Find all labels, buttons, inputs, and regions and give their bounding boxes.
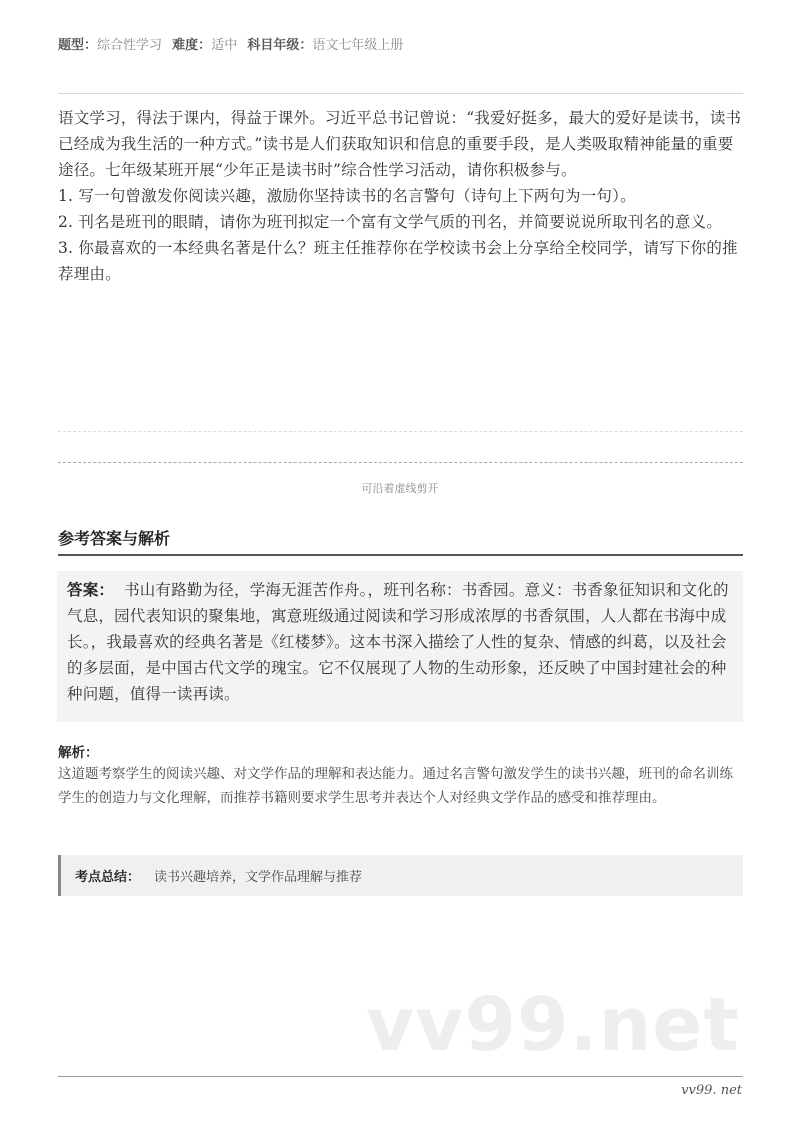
question-intro: 语文学习，得法于课内，得益于课外。习近平总书记曾说：“我爱好挺多，最大的爱好是读书，读书已经成为我生活的一种方式。”读书是人们获取知识和信息的重要手段，是人类吸取精神能量的重要途径。七年级某班开展“少年正是读书时”综合性学习活动，请你积极参与。 bbox=[58, 109, 742, 179]
answer-space-line bbox=[58, 431, 743, 432]
section-divider bbox=[58, 554, 743, 556]
question-body bbox=[58, 105, 746, 287]
difficulty-value: 适中 bbox=[211, 38, 238, 53]
grade-label: 科目年级： bbox=[247, 38, 313, 53]
cut-line bbox=[58, 462, 743, 463]
question-item-2: 2. 刊名是班刊的眼睛，请你为班刊拟定一个富有文学气质的刊名，并简要说说所取刊名的意义。 bbox=[58, 213, 723, 231]
question-item-1: 1. 写一句曾激发你阅读兴趣，激励你坚持读书的名言警句（诗句上下两句为一句）。 bbox=[58, 187, 636, 205]
footer-divider bbox=[58, 1076, 743, 1077]
grade-value: 语文七年级上册 bbox=[312, 38, 404, 53]
analysis-text: 这道题考察学生的阅读兴趣、对文学作品的理解和表达能力。通过名言警句激发学生的读书兴趣，班刊的命名训练学生的创造力与文化理解，而推荐书籍则要求学生思考并表达个人对经典文学作品的感受和推荐理由。 bbox=[58, 766, 733, 806]
summary-label: 考点总结： bbox=[75, 870, 141, 885]
difficulty-label: 难度： bbox=[172, 38, 212, 53]
watermark: vv99.net bbox=[366, 982, 740, 1068]
answer-text: 书山有路勤为径，学海无涯苦作舟。，班刊名称：书香园。意义：书香象征知识和文化的气息，园代表知识的聚集地，寓意班级通过阅读和学习形成浓厚的书香氛围，人人都在书海中成长。，我最喜欢的经典名著是《红楼梦》。这本书深入描绘了人性的复杂、情感的纠葛，以及社会的多层面，是中国古代文学的瑰宝。它不仅展现了人物的生动形象，还反映了中国封建社会的种种问题，值得一读再读。 bbox=[67, 581, 729, 703]
footer-site: vv99. net bbox=[681, 1083, 742, 1098]
answer-section-title: 参考答案与解析 bbox=[58, 529, 171, 548]
key-point-summary bbox=[58, 855, 743, 896]
meta-divider bbox=[58, 93, 743, 94]
analysis-label: 解析： bbox=[58, 745, 99, 761]
type-value: 综合性学习 bbox=[97, 38, 163, 53]
answer-box bbox=[57, 571, 743, 722]
type-label: 题型： bbox=[58, 38, 98, 53]
answer-label: 答案： bbox=[67, 581, 115, 599]
cut-note: 可沿着虚线剪开 bbox=[361, 482, 439, 495]
question-item-3: 3. 你最喜欢的一本经典名著是什么？班主任推荐你在学校读书会上分享给全校同学，请写下你的推荐理由。 bbox=[58, 239, 738, 283]
summary-text: 读书兴趣培养，文学作品理解与推荐 bbox=[154, 870, 363, 885]
question-meta-bar bbox=[58, 37, 743, 55]
